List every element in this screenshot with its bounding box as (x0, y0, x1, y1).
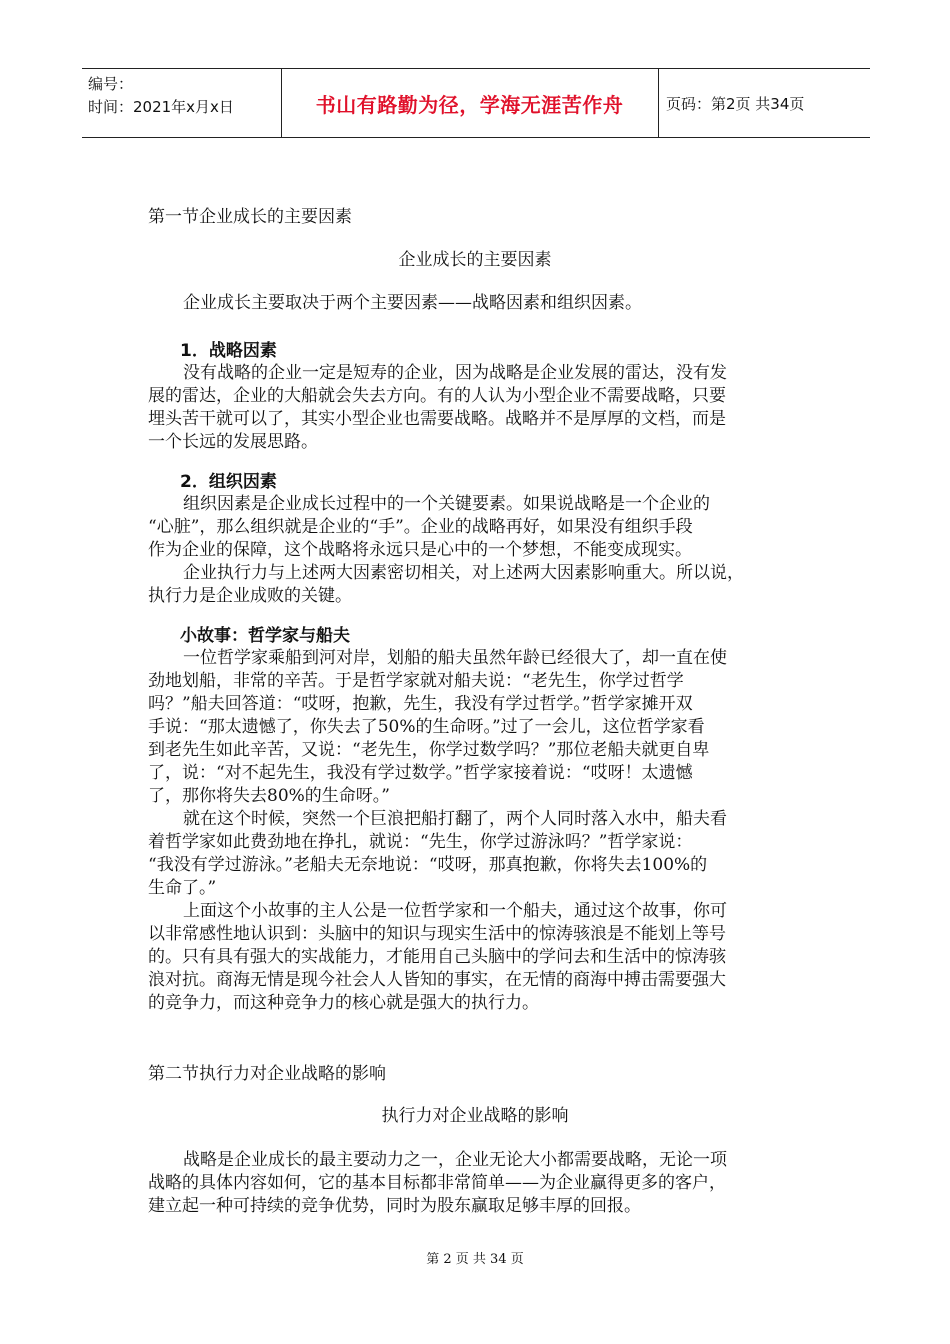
section1-heading: 第一节企业成长的主要因素 (148, 207, 352, 227)
organization-line: “心脏”，那么组织就是企业的“手”。企业的战略再好，如果没有组织手段 (148, 517, 693, 537)
organization-line: 执行力是企业成败的关键。 (148, 586, 352, 606)
story-line: “我没有学过游泳。”老船夫无奈地说：“哎呀，那真抱歉，你将失去100%的 (148, 855, 708, 875)
organization-line: 组织因素是企业成长过程中的一个关键要素。如果说战略是一个企业的 (183, 494, 710, 514)
header-divider (658, 69, 659, 137)
section2-heading: 第二节执行力对企业战略的影响 (148, 1064, 386, 1084)
story-line: 了，说：“对不起先生，我没有学过数学。”哲学家接着说：“哎呀！太遗憾 (148, 763, 693, 783)
strategy-line: 埋头苦干就可以了，其实小型企业也需要战略。战略并不是厚厚的文档，而是 (148, 409, 726, 429)
header-page-label: 页码：第2页 共34页 (666, 95, 805, 113)
strategy-line: 没有战略的企业一定是短寿的企业，因为战略是企业发展的雷达，没有发 (183, 363, 727, 383)
story-heading: 小故事：哲学家与船夫 (180, 626, 350, 646)
section1-intro: 企业成长主要取决于两个主要因素——战略因素和组织因素。 (183, 293, 642, 313)
story-line: 劲地划船，非常的辛苦。于是哲学家就对船夫说：“老先生，你学过哲学 (148, 671, 684, 691)
header-divider (281, 69, 282, 137)
strategy-heading: 1．战略因素 (180, 341, 277, 361)
organization-line: 企业执行力与上述两大因素密切相关，对上述两大因素影响重大。所以说， (183, 563, 744, 583)
story-line: 一位哲学家乘船到河对岸，划船的船夫虽然年龄已经很大了，却一直在使 (183, 648, 727, 668)
story-line: 了，那你将失去80%的生命呀。” (148, 786, 390, 806)
header-date-label: 时间：2021年x月x日 (88, 98, 234, 116)
strategy-line: 展的雷达，企业的大船就会失去方向。有的人认为小型企业不需要战略，只要 (148, 386, 726, 406)
section2-line: 战略的具体内容如何，它的基本目标都非常简单——为企业赢得更多的客户， (148, 1173, 726, 1193)
header-motto: 书山有路勤为径，学海无涯苦作舟 (315, 92, 624, 117)
story-line: 上面这个小故事的主人公是一位哲学家和一个船夫，通过这个故事，你可 (183, 901, 727, 921)
story-line: 以非常感性地认识到：头脑中的知识与现实生活中的惊涛骇浪是不能划上等号 (148, 924, 726, 944)
story-line: 的。只有具有强大的实战能力，才能用自己头脑中的学问去和生活中的惊涛骇 (148, 947, 726, 967)
story-line: 的竞争力，而这种竞争力的核心就是强大的执行力。 (148, 993, 539, 1013)
section1-title: 企业成长的主要因素 (398, 250, 552, 270)
section2-line: 建立起一种可持续的竞争优势，同时为股东赢取足够丰厚的回报。 (148, 1196, 641, 1216)
strategy-line: 一个长远的发展思路。 (148, 432, 318, 452)
story-line: 手说：“那太遗憾了，你失去了50%的生命呀。”过了一会儿，这位哲学家看 (148, 717, 705, 737)
section2-title: 执行力对企业战略的影响 (381, 1106, 569, 1126)
story-line: 到老先生如此辛苦，又说：“老先生，你学过数学吗？”那位老船夫就更自卑 (148, 740, 710, 760)
story-line: 着哲学家如此费劲地在挣扎，就说：“先生，你学过游泳吗？”哲学家说： (148, 832, 693, 852)
organization-line: 作为企业的保障，这个战略将永远只是心中的一个梦想，不能变成现实。 (148, 540, 692, 560)
story-line: 吗？”船夫回答道：“哎呀，抱歉，先生，我没有学过哲学。”哲学家摊开双 (148, 694, 693, 714)
story-line: 就在这个时候，突然一个巨浪把船打翻了，两个人同时落入水中，船夫看 (183, 809, 727, 829)
story-line: 生命了。” (148, 878, 217, 898)
section2-line: 战略是企业成长的最主要动力之一，企业无论大小都需要战略，无论一项 (183, 1150, 727, 1170)
header-meta (88, 73, 234, 119)
page-footer: 第 2 页 共 34 页 (426, 1252, 524, 1267)
story-line: 浪对抗。商海无情是现今社会人人皆知的事实，在无情的商海中搏击需要强大 (148, 970, 726, 990)
header-number-label: 编号： (88, 75, 134, 93)
page-header (82, 68, 870, 138)
organization-heading: 2．组织因素 (180, 472, 277, 492)
